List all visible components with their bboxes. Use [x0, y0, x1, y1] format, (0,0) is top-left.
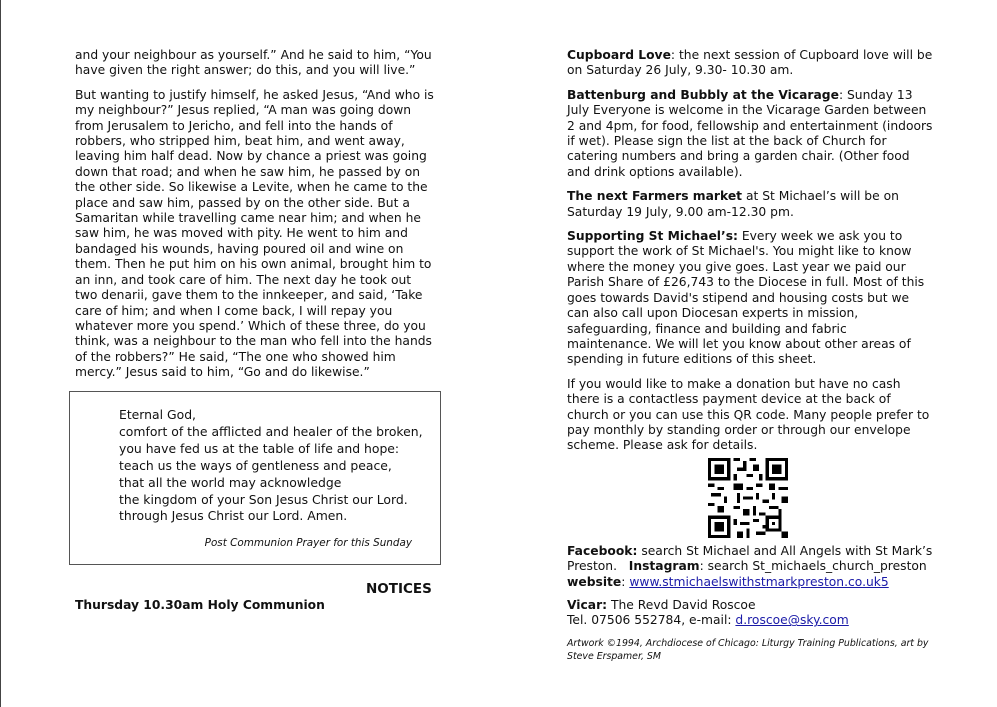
email-link[interactable]: d.roscoe@sky.com	[735, 613, 849, 628]
prayer-box	[69, 391, 441, 565]
prayer-caption: Post Communion Prayer for this Sunday	[204, 537, 412, 549]
prayer-text	[119, 407, 437, 525]
notice-text: at St Michael’s will be on Saturday 19 July, 9.00 am-12.30 pm.	[567, 189, 899, 219]
notice-text: Every week we ask you to support the work of St Michael's. You might like to know where the money you give goes. Last year we paid our Parish Share of £26,743 to the Diocese in full. Most of this goes towards David's stipend and housing costs but we can also call upon Diocesan experts in mission, safeguarding, finance and building and fabric maintenance. We will let you know about other areas of spending in future editions of this sheet.	[567, 229, 925, 367]
vicar-label: Vicar:	[567, 597, 608, 612]
vicar-contact	[567, 598, 933, 629]
prayer-line: you have fed us at the table of life and hope:	[119, 440, 400, 456]
artwork-credit: Artwork ©1994, Archdiocese of Chicago: Liturgy Training Publications, art by Steve Erspamer, SM	[567, 637, 929, 662]
reading-paragraph-1: and your neighbour as yourself.” And he said to him, “You have given the right answer; do this, and you will live.”	[75, 48, 432, 78]
notice-donation: If you would like to make a donation but have no cash there is a contactless payment device at the back of church or you can use this QR code. Many people prefer to pay monthly by standing order or through our envelope scheme. Please ask for details.	[567, 376, 930, 453]
prayer-line: comfort of the afflicted and healer of the broken,	[119, 423, 423, 439]
notice-supporting	[567, 229, 933, 368]
notice-farmers-market	[567, 189, 933, 220]
facebook-text: search St Michael and All Angels with St Mark’s Preston.	[567, 543, 933, 574]
notices-heading: NOTICES	[366, 581, 432, 597]
notice-title: Supporting St Michael’s:	[567, 229, 738, 244]
notice-title: The next Farmers market	[567, 189, 743, 204]
instagram-text: : search St_michaels_church_preston	[699, 559, 927, 574]
notice-cupboard-love	[567, 48, 933, 79]
instagram-label: Instagram	[628, 559, 700, 574]
notices-column	[567, 48, 933, 672]
notice-text: : the next session of Cupboard love will be on Saturday 26 July, 9.30- 10.30 am.	[567, 48, 933, 78]
page-edge	[0, 0, 1, 707]
website-separator: :	[621, 574, 630, 589]
vicar-phone-email: Tel. 07506 552784, e-mail:	[567, 613, 736, 628]
prayer-line: teach us the ways of gentleness and peace,	[119, 457, 392, 473]
website-label: website	[567, 574, 622, 589]
prayer-line: that all the world may acknowledge	[119, 474, 342, 490]
facebook-label: Facebook:	[567, 543, 638, 558]
notice-text: : Sunday 13 July Everyone is welcome in the Vicarage Garden between 2 and 4pm, for food, fellowship and entertainment (indoors if wet). Please sign the list at the back of Church for catering numbers and bring a garden chair. (Other food and drink options available).	[567, 87, 933, 179]
notice-battenburg	[567, 88, 933, 180]
notice-social-media	[567, 544, 933, 590]
reading-paragraph-2: But wanting to justify himself, he asked Jesus, “And who is my neighbour?” Jesus replied, “A man was going down from Jerusalem to Jericho, and fell into the hands of robbers, who stripped him, beat him, and went away, leaving him half dead. Now by chance a priest was going down that road; and when he saw him, he passed by on the other side. So likewise a Levite, when he came to the place and saw him, passed by on the other side. But a Samaritan while travelling came near him; and when he saw him, he was moved with pity. He went to him and bandaged his wounds, having poured oil and wine on them. Then he put him on his own animal, brought him to an inn, and took care of him. The next day he took out two denarii, gave them to the innkeeper, and said, ‘Take care of him; and when I come back, I will repay you whatever more you spend.’ Which of these three, do you think, was a neighbour to the man who fell into the hands of the robbers?” He said, “The one who showed him mercy.” Jesus said to him, “Go and do likewise.”	[75, 87, 434, 380]
thursday-service: Thursday 10.30am Holy Communion	[75, 598, 325, 612]
qr-code-icon[interactable]	[708, 458, 788, 538]
prayer-line: the kingdom of your Son Jesus Christ our Lord.	[119, 491, 408, 507]
website-link[interactable]: www.stmichaelswithstmarkpreston.co.uk5	[629, 574, 889, 589]
prayer-line: through Jesus Christ our Lord. Amen.	[119, 508, 348, 524]
vicar-name: The Revd David Roscoe	[607, 597, 756, 612]
notice-title: Battenburg and Bubbly at the Vicarage	[567, 87, 839, 102]
notice-title: Cupboard Love	[567, 48, 671, 62]
prayer-line: Eternal God,	[119, 407, 196, 422]
gospel-reading	[75, 48, 437, 390]
